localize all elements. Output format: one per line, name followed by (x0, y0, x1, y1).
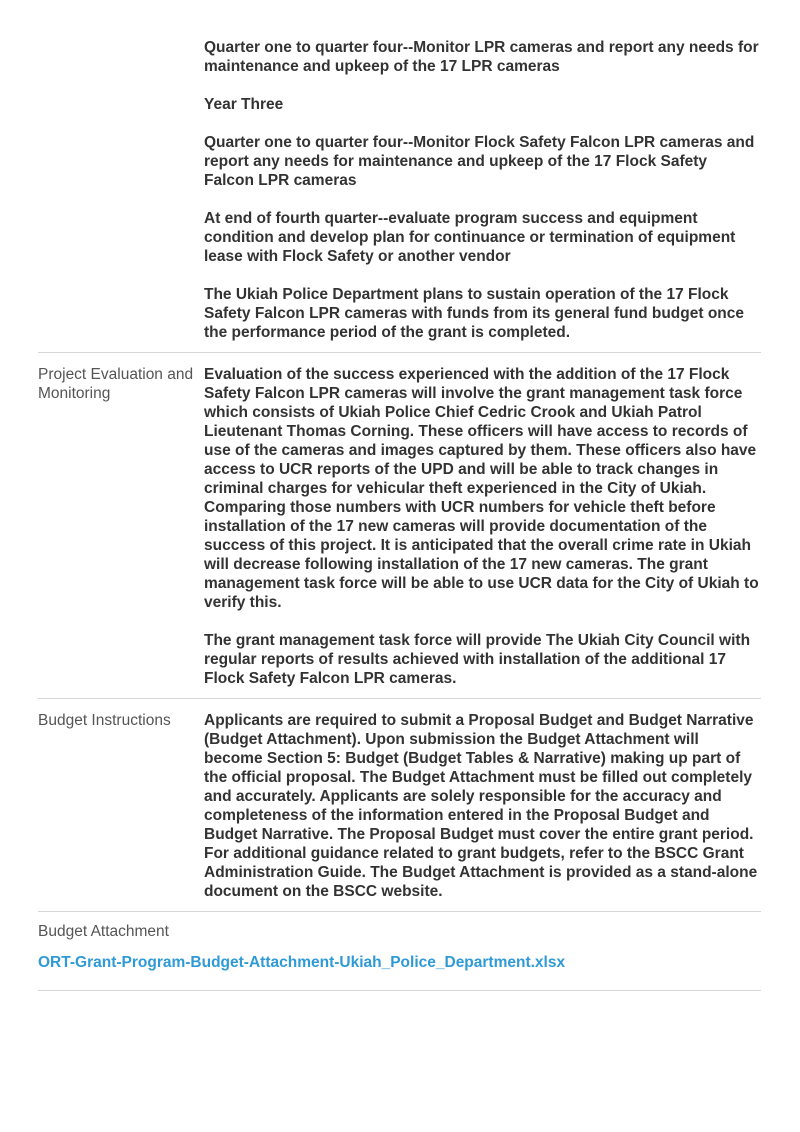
timeline-value (204, 38, 761, 342)
project-evaluation-paragraph: The grant management task force will provide The Ukiah City Council with regular reports of results achieved with installation of the additional 17 Flock Safety Falcon LPR cameras. (204, 632, 751, 687)
budget-attachment-row (38, 912, 761, 991)
proposal-form (38, 38, 761, 991)
project-evaluation-value (204, 365, 761, 688)
budget-attachment-file-link[interactable]: ORT-Grant-Program-Budget-Attachment-Ukiah_Police_Department.xlsx (38, 954, 566, 971)
timeline-continuation-row (38, 38, 761, 353)
project-evaluation-row (38, 353, 761, 699)
budget-instructions-value (204, 711, 761, 901)
timeline-paragraph: Quarter one to quarter four--Monitor Flock Safety Falcon LPR cameras and report any needs for maintenance and upkeep of the 17 Flock Safety Falcon LPR cameras (204, 134, 755, 189)
project-evaluation-label: Project Evaluation and Monitoring (38, 366, 194, 402)
budget-instructions-row (38, 699, 761, 912)
budget-attachment-label: Budget Attachment (38, 923, 169, 940)
budget-instructions-text: Applicants are required to submit a Proposal Budget and Budget Narrative (Budget Attachment). Upon submission the Budget Attachment will become Section 5: Budget (Budget Tables & Narrative) making up part of the official proposal. The Budget Attachment must be filled out completely and accurately. Applicants are solely responsible for the accuracy and completeness of the information entered in the Proposal Budget and Budget Narrative. The Proposal Budget must cover the entire grant period. For additional guidance related to grant budgets, refer to the BSCC Grant Administration Guide. The Budget Attachment is provided as a stand-alone document on the BSCC website. (204, 712, 758, 900)
project-evaluation-paragraph: Evaluation of the success experienced with the addition of the 17 Flock Safety Falcon LPR cameras will involve the grant management task force which consists of Ukiah Police Chief Cedric Crook and Ukiah Patrol Lieutenant Thomas Corning. These officers will have access to records of use of the cameras and images captured by them. These officers also have access to UCR reports of the UPD and will be able to track changes in criminal charges for vehicular theft experienced in the City of Ukiah. Comparing those numbers with UCR numbers for vehicle theft before installation of the 17 new cameras will provide documentation of the success of this project. It is anticipated that the overall crime rate in Ukiah will decrease following installation of the 17 new cameras. The grant management task force will be able to use UCR data for the City of Ukiah to verify this. (204, 366, 759, 611)
timeline-paragraph: At end of fourth quarter--evaluate program success and equipment condition and develop plan for continuance or termination of equipment lease with Flock Safety or another vendor (204, 210, 736, 265)
timeline-paragraph: Quarter one to quarter four--Monitor LPR cameras and report any needs for maintenance and upkeep of the 17 LPR cameras (204, 39, 759, 75)
budget-instructions-label: Budget Instructions (38, 712, 171, 729)
timeline-label-empty (38, 38, 204, 342)
timeline-paragraph: The Ukiah Police Department plans to sustain operation of the 17 Flock Safety Falcon LPR cameras with funds from its general fund budget once the performance period of the grant is completed. (204, 286, 745, 341)
timeline-paragraph: Year Three (204, 96, 284, 113)
